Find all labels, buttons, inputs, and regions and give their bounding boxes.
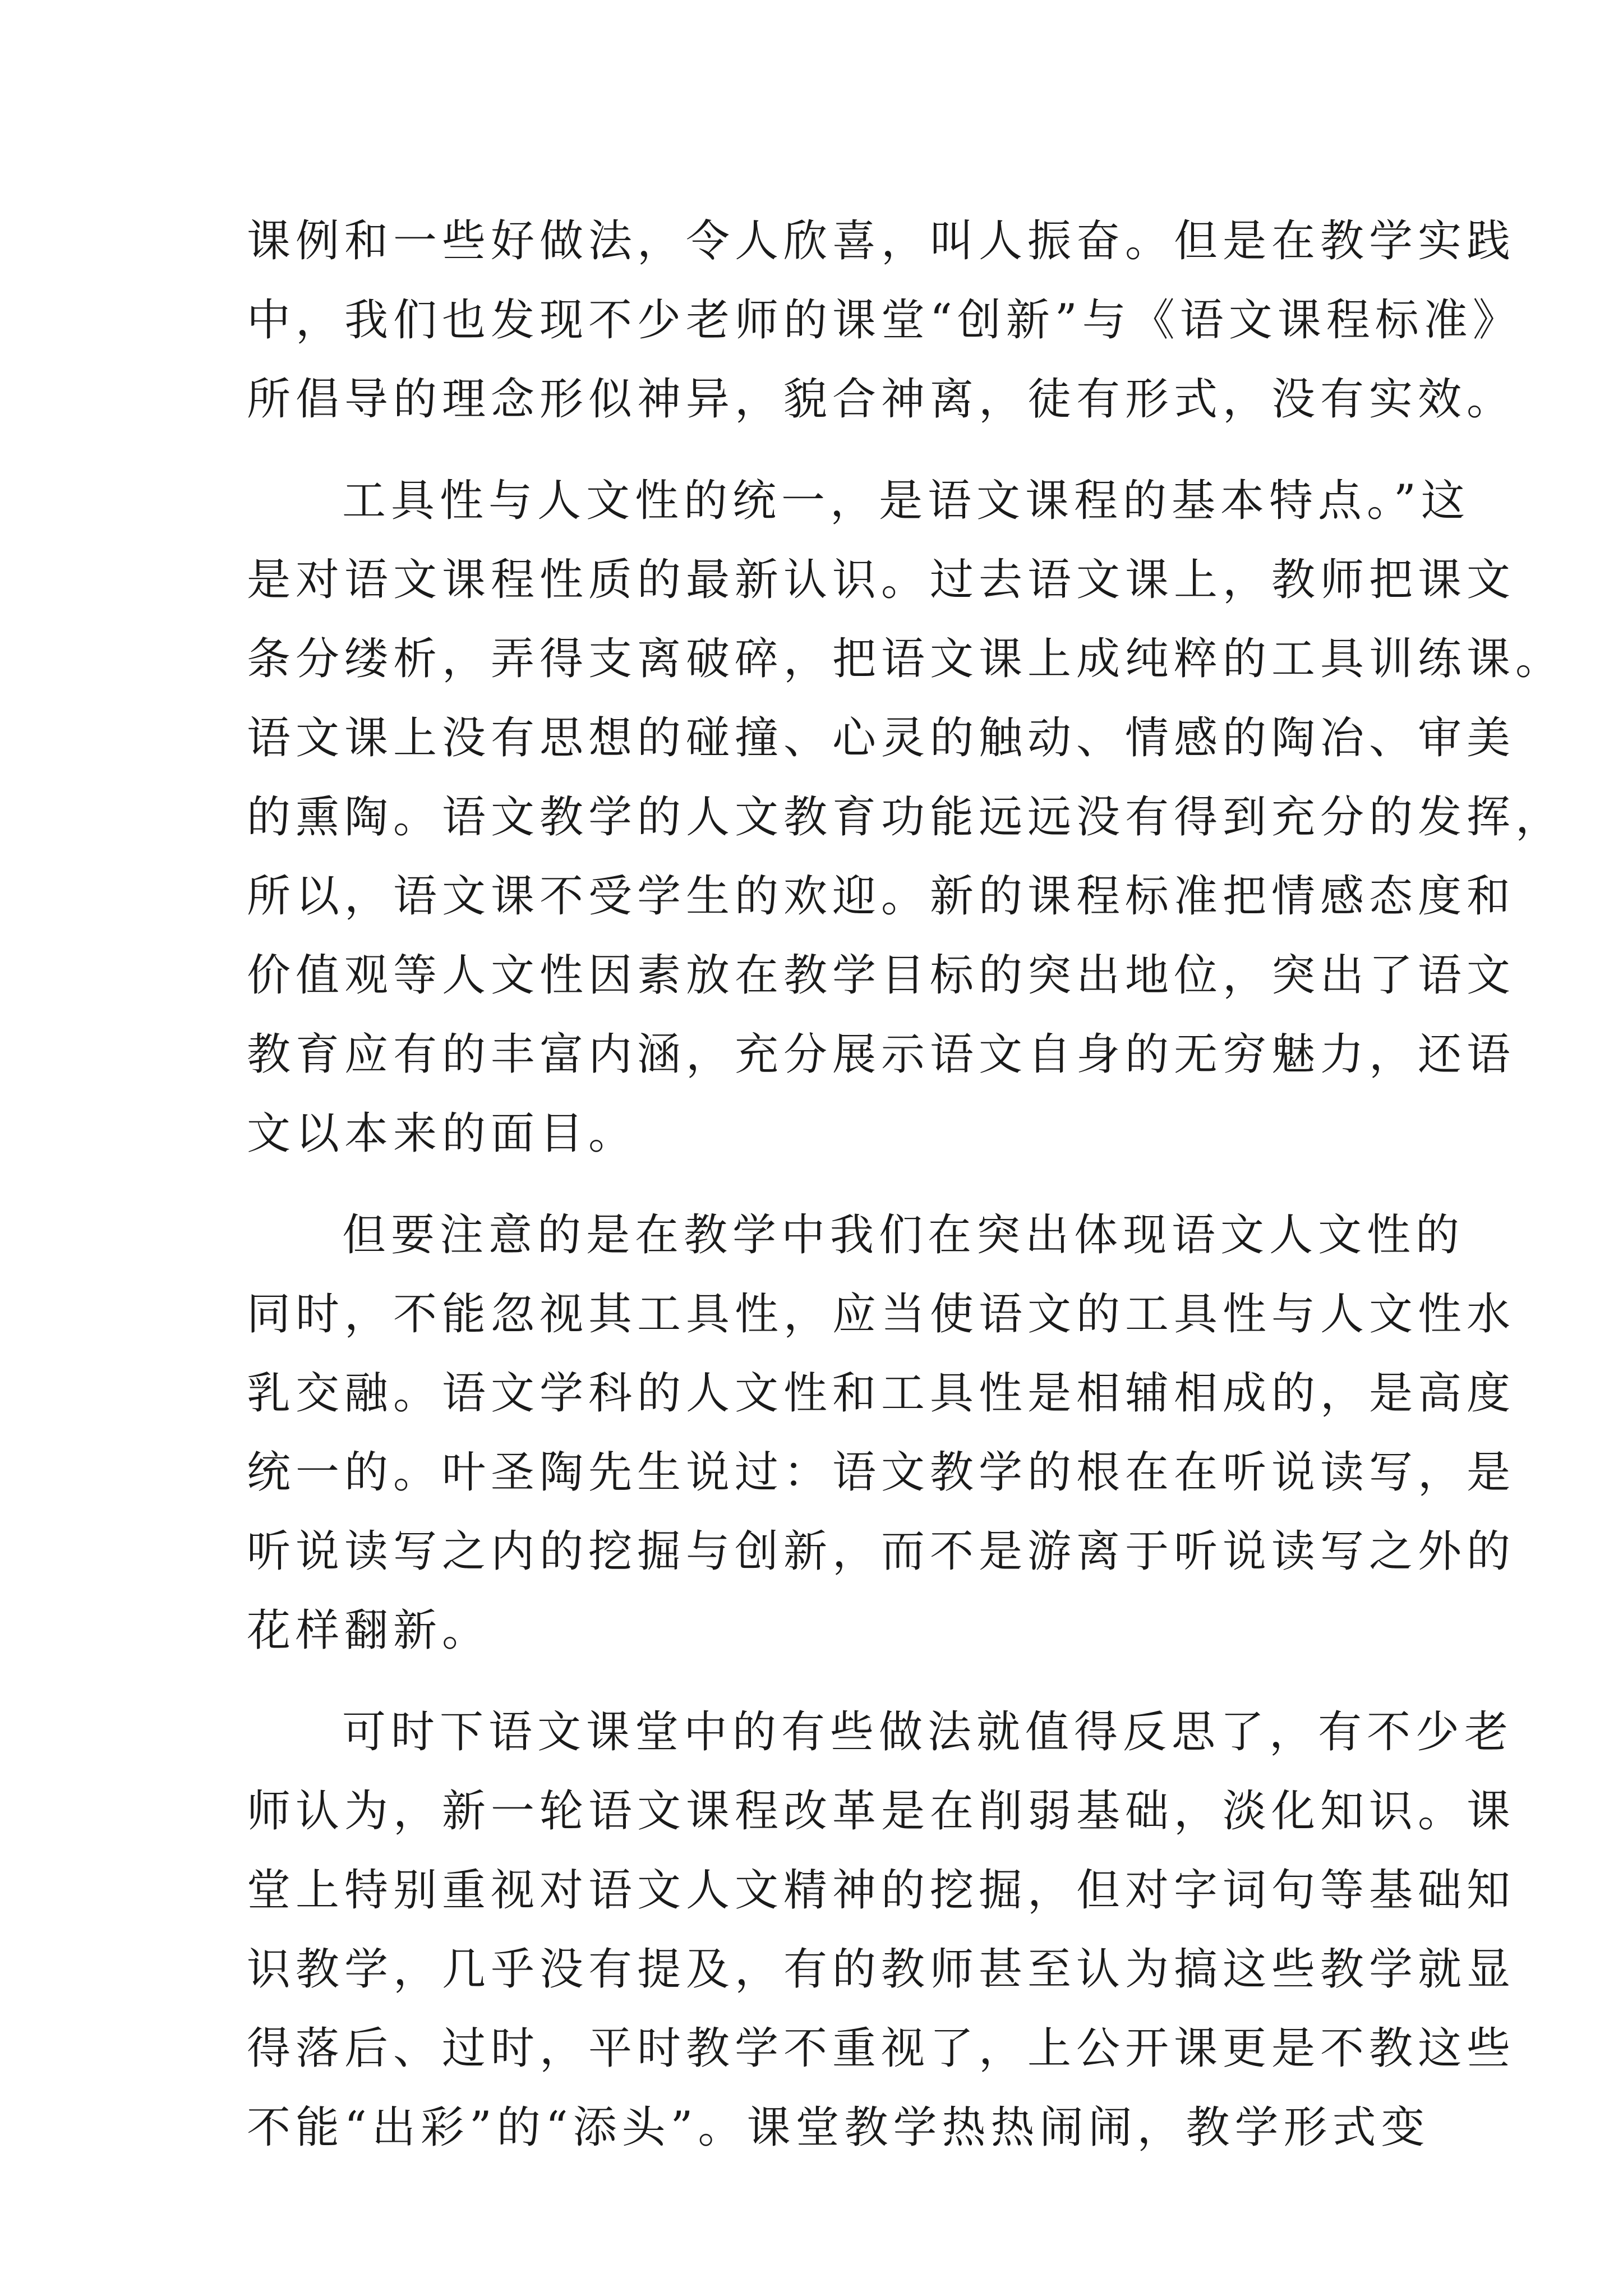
- text-line: 可时下语文课堂中的有些做法就值得反思了，有不少老: [342, 1707, 1514, 1757]
- text-line: 工具性与人文性的统一，是语文课程的基本特点。”这: [342, 476, 1470, 526]
- text-line: 不能“出彩”的“添头”。课堂教学热热闹闹，教学形式变: [247, 2102, 1430, 2153]
- text-line: 乳交融。语文学科的人文性和工具性是相辅相成的，是高度: [247, 1368, 1516, 1419]
- text-line: 中，我们也发现不少老师的课堂“创新”与《语文课程标准》: [247, 295, 1521, 346]
- text-line: 得落后、过时，平时教学不重视了，上公开课更是不教这些: [247, 2023, 1516, 2074]
- paragraph-3: [247, 1196, 1516, 1671]
- text-line: 统一的。叶圣陶先生说过：语文教学的根在在听说读写，是: [247, 1447, 1516, 1498]
- text-line: 的熏陶。语文教学的人文教育功能远远没有得到充分的发挥，: [247, 792, 1565, 843]
- text-line: 教育应有的丰富内涵，充分展示语文自身的无穷魅力，还语: [247, 1029, 1516, 1080]
- text-line: 但要注意的是在教学中我们在突出体现语文人文性的: [342, 1210, 1465, 1260]
- paragraph-4: [247, 1693, 1516, 2168]
- text-line: 是对语文课程性质的最新认识。过去语文课上，教师把课文: [247, 555, 1516, 605]
- paragraph-1: [247, 202, 1521, 439]
- text-line: 所以，语文课不受学生的欢迎。新的课程标准把情感态度和: [247, 871, 1516, 922]
- text-line: 条分缕析，弄得支离破碎，把语文课上成纯粹的工具训练课。: [247, 634, 1565, 684]
- paragraph-2: [247, 462, 1565, 1174]
- text-line: 价值观等人文性因素放在教学目标的突出地位，突出了语文: [247, 950, 1516, 1001]
- text-line: 花样翻新。: [247, 1605, 491, 1656]
- text-line: 语文课上没有思想的碰撞、心灵的触动、情感的陶冶、审美: [247, 713, 1516, 763]
- text-line: 听说读写之内的挖掘与创新，而不是游离于听说读写之外的: [247, 1526, 1516, 1577]
- document-body: [247, 202, 1565, 2190]
- text-line: 课例和一些好做法，令人欣喜，叫人振奋。但是在教学实践: [247, 216, 1516, 266]
- text-line: 同时，不能忽视其工具性，应当使语文的工具性与人文性水: [247, 1289, 1516, 1340]
- text-line: 师认为，新一轮语文课程改革是在削弱基础，淡化知识。课: [247, 1786, 1516, 1837]
- text-line: 堂上特别重视对语文人文精神的挖掘，但对字词句等基础知: [247, 1865, 1516, 1916]
- text-line: 文以本来的面目。: [247, 1108, 638, 1159]
- text-line: 所倡导的理念形似神异，貌合神离，徒有形式，没有实效。: [247, 374, 1516, 425]
- text-line: 识教学，几乎没有提及，有的教师甚至认为搞这些教学就显: [247, 1944, 1516, 1995]
